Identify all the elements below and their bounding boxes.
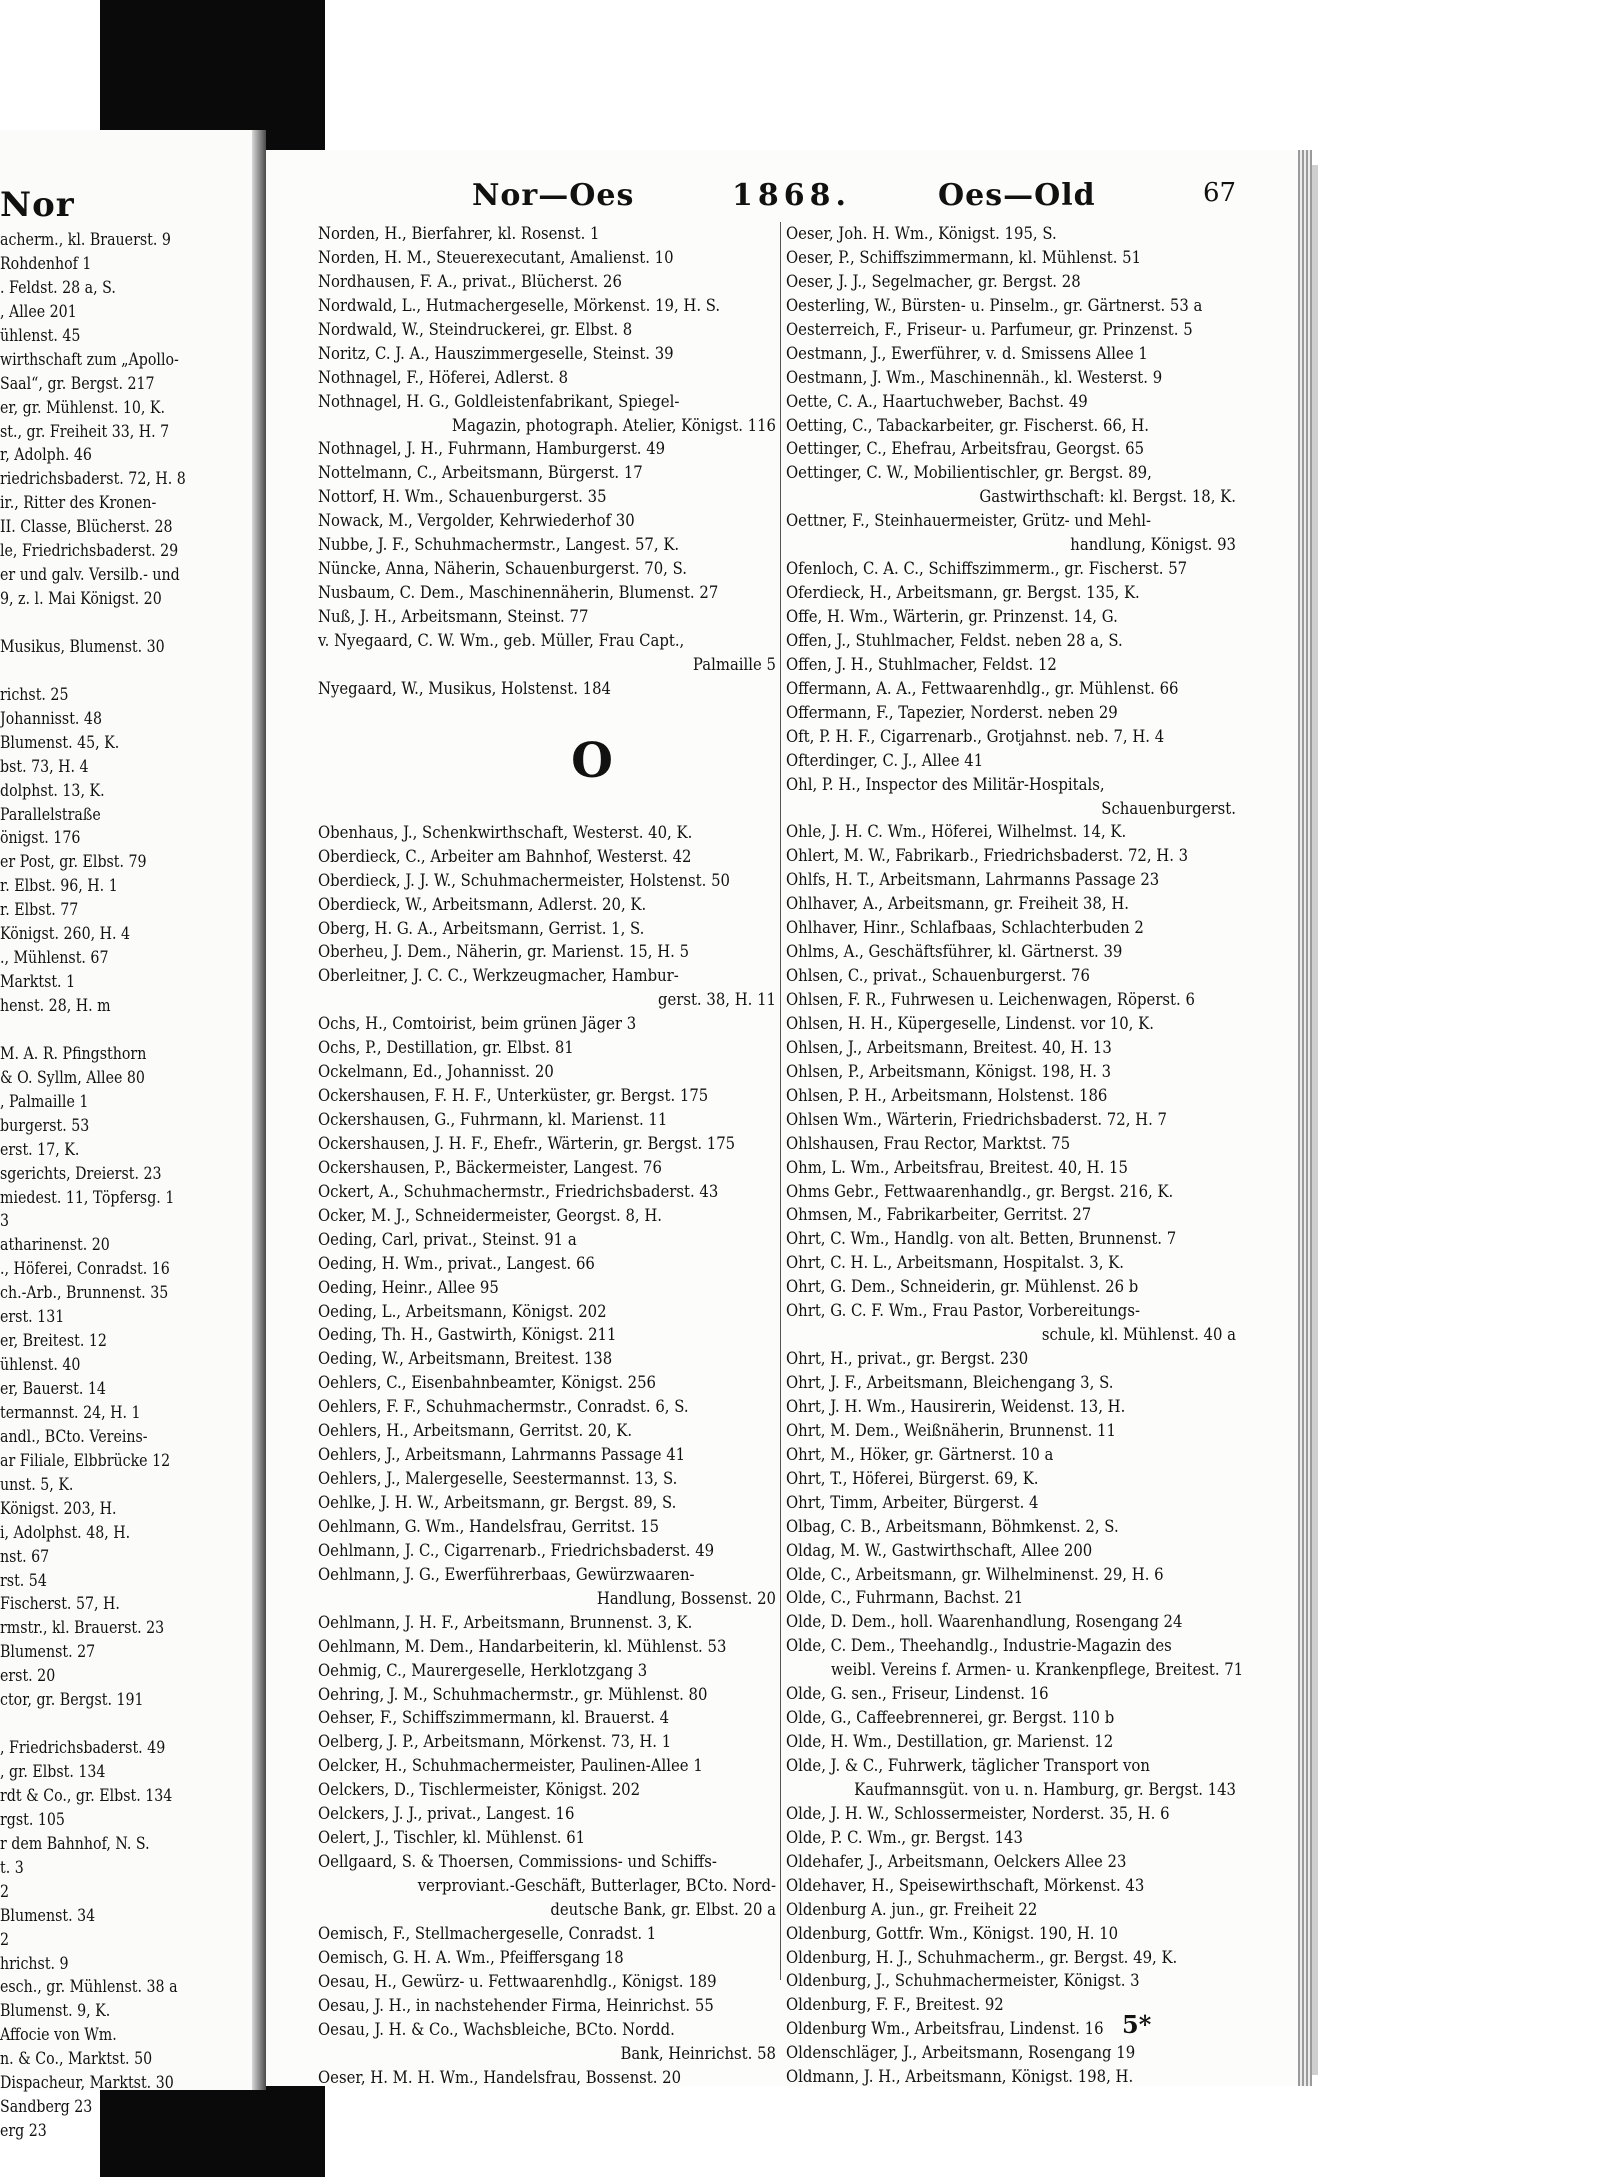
directory-entry: ctor, gr. Bergst. 191	[0, 1690, 144, 1710]
directory-entry: le, Friedrichsbaderst. 29	[0, 541, 179, 561]
directory-entry: sgerichts, Dreierst. 23	[0, 1163, 162, 1183]
directory-entry: verproviant.-Geschäft, Butterlager, BCto. Nord-	[417, 1876, 776, 1895]
directory-entry: Palmaille 5	[692, 654, 776, 674]
directory-entry: Königst. 203, H.	[0, 1498, 117, 1518]
directory-entry: r, Adolph. 46	[0, 445, 92, 465]
directory-entry: Oestmann, J., Ewerführer, v. d. Smissens Allee 1	[786, 343, 1148, 363]
directory-entry: Oehlmann, J. G., Ewerführerbaas, Gewürzwaaren-	[318, 1564, 695, 1584]
directory-entry: Oemisch, G. H. A. Wm., Pfeiffersgang 18	[318, 1947, 624, 1967]
directory-entry: Olde, G., Caffeebrennerei, gr. Bergst. 110 b	[786, 1708, 1115, 1728]
directory-entry: atharinenst. 20	[0, 1235, 110, 1255]
entries-n	[318, 222, 776, 701]
directory-entry: , gr. Elbst. 134	[0, 1762, 106, 1781]
directory-entry: Oelert, J., Tischler, kl. Mühlenst. 61	[318, 1828, 586, 1848]
directory-entry: Oehlke, J. H. W., Arbeitsmann, gr. Bergst. 89, S.	[318, 1493, 677, 1512]
entries-o	[318, 821, 776, 2090]
directory-entry: Olde, D. Dem., holl. Waarenhandlung, Rosengang 24	[786, 1612, 1183, 1632]
directory-entry: Ofenloch, C. A. C., Schiffszimmerm., gr. Fischerst. 57	[786, 559, 1188, 579]
directory-entry	[0, 659, 225, 683]
directory-entry: Bank, Heinrichst. 58	[620, 2043, 776, 2063]
directory-entry: gerst. 38, H. 11	[657, 990, 776, 1010]
directory-entry: Nothnagel, H. G., Goldleistenfabrikant, Spiegel-	[318, 391, 680, 411]
directory-entry: Ohlert, M. W., Fabrikarb., Friedrichsbaderst. 72, H. 3	[786, 846, 1189, 866]
directory-entry: Oelckers, D., Tischlermeister, Königst. 202	[318, 1780, 641, 1800]
directory-entry: bst. 73, H. 4	[0, 756, 89, 776]
directory-entry: Musikus, Blumenst. 30	[0, 636, 165, 656]
directory-entry: Ohrt, G. C. F. Wm., Frau Pastor, Vorbereitungs-	[786, 1301, 1140, 1321]
directory-entry: Oldag, M. W., Gastwirthschaft, Allee 200	[786, 1540, 1093, 1560]
directory-entry: Ohlshausen, Frau Rector, Marktst. 75	[786, 1133, 1071, 1153]
directory-entry: rdt & Co., gr. Elbst. 134	[0, 1785, 173, 1805]
directory-entry: Magazin, photograph. Atelier, Königst. 116	[451, 415, 776, 435]
directory-entry: wirthschaft zum „Apollo-	[0, 349, 179, 369]
directory-entry: rmstr., kl. Brauerst. 23	[0, 1618, 165, 1638]
directory-entry: Oldenburg, J., Schuhmachermeister, Königst. 3	[786, 1971, 1140, 1991]
directory-entry: r dem Bahnhof, N. S.	[0, 1833, 150, 1853]
directory-entry: Ohms Gebr., Fettwaarenhandlg., gr. Bergst. 216, K.	[786, 1181, 1174, 1201]
directory-entry: Oettner, F., Steinhauermeister, Grütz- und Mehl-	[786, 511, 1152, 531]
directory-entry: Olde, P. C. Wm., gr. Bergst. 143	[786, 1827, 1023, 1847]
directory-entry: er, gr. Mühlenst. 10, K.	[0, 397, 166, 417]
directory-entry: M. A. R. Pfingsthorn	[0, 1043, 147, 1063]
directory-entry: Ohlsen, F. R., Fuhrwesen u. Leichenwagen, Röperst. 6	[786, 990, 1195, 1009]
directory-entry: Ockershausen, J. H. F., Ehefr., Wärterin, gr. Bergst. 175	[318, 1133, 736, 1153]
directory-entry: weibl. Vereins f. Armen- u. Krankenpflege, Breitest. 71	[831, 1660, 1244, 1680]
directory-entry: andl., BCto. Vereins-	[0, 1426, 148, 1446]
directory-entry: Nottelmann, C., Arbeitsmann, Bürgerst. 17	[318, 463, 643, 483]
directory-entry: , Allee 201	[0, 301, 77, 321]
directory-entry: Olde, J. & C., Fuhrwerk, täglicher Transport von	[786, 1756, 1150, 1775]
directory-entry: Oeding, L., Arbeitsmann, Königst. 202	[318, 1301, 607, 1321]
directory-entry: Oelckers, J. J., privat., Langest. 16	[318, 1804, 575, 1824]
directory-entry: esch., gr. Mühlenst. 38 a	[0, 1977, 178, 1997]
directory-entry: Ohrt, J. H. Wm., Hausirerin, Weidenst. 13, H.	[786, 1396, 1126, 1416]
directory-entry: Ohlsen, P. H., Arbeitsmann, Holstenst. 186	[786, 1085, 1108, 1105]
directory-entry: Nordhausen, F. A., privat., Blücherst. 26	[318, 271, 622, 291]
directory-entry: Ohlsen, H. H., Küpergeselle, Lindenst. vor 10, K.	[786, 1013, 1154, 1033]
directory-entry: 2	[0, 1881, 10, 1901]
directory-entry: Offermann, F., Tapezier, Norderst. neben 29	[786, 702, 1118, 722]
directory-entry: Oberdieck, J. J. W., Schuhmachermeister, Holstenst. 50	[318, 870, 730, 890]
directory-entry: Oelcker, H., Schuhmachermeister, Paulinen-Allee 1	[318, 1756, 703, 1776]
directory-entry: er Post, gr. Elbst. 79	[0, 852, 147, 872]
directory-entry: Rohdenhof 1	[0, 253, 92, 273]
directory-entry: t. 3	[0, 1857, 24, 1877]
left-page-text	[0, 228, 262, 2143]
directory-entry: Oberg, H. G. A., Arbeitsmann, Gerrist. 1, S.	[318, 918, 645, 938]
directory-entry: II. Classe, Blücherst. 28	[0, 517, 173, 537]
directory-entry: erst. 17, K.	[0, 1139, 80, 1159]
directory-entry: hrichst. 9	[0, 1953, 69, 1973]
directory-entry: erg 23	[0, 2121, 47, 2141]
directory-entry: Nüncke, Anna, Näherin, Schauenburgerst. 70, S.	[318, 559, 687, 579]
directory-entry: Ockershausen, G., Fuhrmann, kl. Marienst. 11	[318, 1110, 668, 1129]
left-page-fragment	[0, 130, 262, 2141]
directory-entry: Offe, H. Wm., Wärterin, gr. Prinzenst. 14, G.	[786, 607, 1118, 626]
directory-entry: Königst. 260, H. 4	[0, 924, 131, 944]
directory-entry: Oehlers, C., Eisenbahnbeamter, Königst. 256	[318, 1373, 656, 1393]
directory-entry: henst. 28, H. m	[0, 996, 111, 1015]
directory-entry: Oelberg, J. P., Arbeitsmann, Mörkenst. 73, H. 1	[318, 1732, 672, 1752]
directory-entry: Ofterdinger, C. J., Allee 41	[786, 750, 984, 770]
signature-mark: 5*	[1122, 2010, 1152, 2039]
directory-entry: ir., Ritter des Kronen-	[0, 493, 157, 513]
directory-entry: Oldenburg, Gottfr. Wm., Königst. 190, H. 10	[786, 1923, 1119, 1943]
directory-entry: v. Nyegaard, C. W. Wm., geb. Müller, Frau Capt.,	[318, 630, 685, 650]
directory-entry: Oettinger, C., Ehefrau, Arbeitsfrau, Georgst. 65	[786, 439, 1145, 459]
directory-entry: Oldenschläger, J., Arbeitsmann, Rosengang 19	[786, 2043, 1136, 2063]
directory-column-left	[318, 222, 776, 2089]
directory-entry: Olde, J. H. W., Schlossermeister, Norderst. 35, H. 6	[786, 1803, 1170, 1823]
directory-entry: Ohrt, C. H. L., Arbeitsmann, Hospitalst. 3, K.	[786, 1253, 1124, 1273]
directory-entry: st., gr. Freiheit 33, H. 7	[0, 421, 170, 441]
directory-entry: Oldenburg, H. J., Schuhmacherm., gr. Bergst. 49, K.	[786, 1947, 1178, 1967]
directory-entry: Oesterreich, F., Friseur- u. Parfumeur, gr. Prinzenst. 5	[786, 319, 1193, 339]
directory-entry: Oemisch, F., Stellmachergeselle, Conradst. 1	[318, 1923, 657, 1943]
directory-entry: Oldenburg A. jun., gr. Freiheit 22	[786, 1899, 1038, 1919]
page-edges	[1298, 150, 1312, 2086]
directory-entry: Ohrt, M., Höker, gr. Gärtnerst. 10 a	[786, 1444, 1054, 1464]
directory-entry: miedest. 11, Töpfersg. 1	[0, 1187, 175, 1207]
directory-entry: Ohrt, Timm, Arbeiter, Bürgerst. 4	[786, 1492, 1039, 1512]
directory-entry: i, Adolphst. 48, H.	[0, 1522, 131, 1542]
directory-entry: Ochs, P., Destillation, gr. Elbst. 81	[318, 1038, 574, 1058]
directory-entry: Oehlers, J., Malergeselle, Seestermannst. 13, S.	[318, 1469, 678, 1489]
directory-entry: Oeding, Heinr., Allee 95	[318, 1277, 499, 1297]
directory-entry: ch.-Arb., Brunnenst. 35	[0, 1283, 169, 1303]
directory-entry: Oeding, W., Arbeitsmann, Breitest. 138	[318, 1349, 613, 1369]
directory-entry: Ohlsen, C., privat., Schauenburgerst. 76	[786, 966, 1090, 986]
directory-entry: Ockert, A., Schuhmachermstr., Friedrichsbaderst. 43	[318, 1181, 719, 1201]
directory-entry: önigst. 176	[0, 828, 81, 848]
directory-entry: Nuß, J. H., Arbeitsmann, Steinst. 77	[318, 607, 589, 626]
section-letter: O	[571, 732, 613, 789]
directory-entry: Ohmsen, M., Fabrikarbeiter, Gerritst. 27	[786, 1205, 1092, 1225]
directory-entry: Oehlmann, J. H. F., Arbeitsmann, Brunnenst. 3, K.	[318, 1612, 693, 1632]
directory-entry: Ohlsen Wm., Wärterin, Friedrichsbaderst. 72, H. 7	[786, 1109, 1167, 1129]
directory-entry: Saal“, gr. Bergst. 217	[0, 373, 155, 393]
directory-entry: Blumenst. 34	[0, 1905, 96, 1925]
directory-column-right	[786, 222, 1244, 2089]
directory-entry: deutsche Bank, gr. Elbst. 20 a	[550, 1899, 776, 1919]
directory-entry: Oehmig, C., Maurergeselle, Herklotzgang 3	[318, 1660, 648, 1680]
directory-entry: Norden, H. M., Steuerexecutant, Amalienst. 10	[318, 247, 674, 267]
directory-entry: Ockershausen, F. H. F., Unterküster, gr. Bergst. 175	[318, 1086, 709, 1106]
directory-entry: Blumenst. 45, K.	[0, 732, 120, 752]
directory-entry: Ohlhaver, A., Arbeitsmann, gr. Freiheit 38, H.	[786, 894, 1129, 914]
directory-entry: Ohlms, A., Geschäftsführer, kl. Gärtnerst. 39	[786, 942, 1123, 962]
directory-entry: Ohle, J. H. C. Wm., Höferei, Wilhelmst. 14, K.	[786, 822, 1127, 842]
directory-entry: Oehring, J. M., Schuhmachermstr., gr. Mühlenst. 80	[318, 1684, 708, 1704]
directory-entry: Marktst. 1	[0, 972, 76, 992]
directory-entry: Nordwald, L., Hutmachergeselle, Mörkenst. 19, H. S.	[318, 295, 721, 315]
directory-entry: Oldmann, J. H., Arbeitsmann, Königst. 198, H.	[786, 2067, 1134, 2087]
directory-entry: Schauenburgerst.	[1101, 798, 1236, 818]
directory-entry: Offermann, A. A., Fettwaarenhdlg., gr. Mühlenst. 66	[786, 678, 1179, 698]
directory-entry: er, Bauerst. 14	[0, 1379, 106, 1398]
directory-entry: , Palmaille 1	[0, 1091, 89, 1111]
directory-entry: ühlenst. 40	[0, 1355, 81, 1375]
directory-entry: er, Breitest. 12	[0, 1331, 107, 1351]
directory-entry: Ocker, M. J., Schneidermeister, Georgst. 8, H.	[318, 1205, 663, 1225]
directory-entry: Oeser, J. J., Segelmacher, gr. Bergst. 28	[786, 271, 1081, 291]
left-page-header: Nor	[0, 185, 75, 225]
directory-entry: Oldenburg Wm., Arbeitsfrau, Lindenst. 16	[786, 2019, 1104, 2039]
directory-entry: Nubbe, J. F., Schuhmachermstr., Langest. 57, K.	[318, 535, 680, 555]
directory-entry: Fischerst. 57, H.	[0, 1594, 120, 1614]
directory-entry: Oellgaard, S. & Thoersen, Commissions- und Schiffs-	[318, 1852, 717, 1872]
directory-entry: Nothnagel, F., Höferei, Adlerst. 8	[318, 367, 569, 387]
directory-entry: Olde, C. Dem., Theehandlg., Industrie-Magazin des	[786, 1636, 1172, 1656]
column-divider	[780, 222, 781, 1980]
header-year: 1868.	[732, 178, 851, 213]
directory-entry: Oldenburg, F. F., Breitest. 92	[786, 1995, 1004, 2015]
header-range-left: Nor—Oes	[472, 178, 635, 213]
directory-entry: Ohlsen, J., Arbeitsmann, Breitest. 40, H. 13	[786, 1037, 1112, 1057]
directory-entry: Olde, G. sen., Friseur, Lindenst. 16	[786, 1684, 1049, 1704]
directory-entry: Oeser, H. M. H. Wm., Handelsfrau, Bossenst. 20	[318, 2067, 682, 2087]
directory-entry: riedrichsbaderst. 72, H. 8	[0, 469, 186, 489]
directory-entry: Olde, C., Fuhrmann, Bachst. 21	[786, 1588, 1024, 1608]
directory-entry: Ohrt, G. Dem., Schneiderin, gr. Mühlenst. 26 b	[786, 1277, 1139, 1297]
directory-entry: Ockershausen, P., Bäckermeister, Langest. 76	[318, 1157, 662, 1177]
directory-entry: Nyegaard, W., Musikus, Holstenst. 184	[318, 678, 611, 698]
directory-entry: Parallelstraße	[0, 804, 101, 824]
directory-entry: Oft, P. H. F., Cigarrenarb., Grotjahnst. neb. 7, H. 4	[786, 726, 1165, 746]
directory-entry: 3	[0, 1211, 10, 1231]
directory-entry: ., Mühlenst. 67	[0, 948, 109, 968]
directory-entry: 9, z. l. Mai Königst. 20	[0, 589, 162, 609]
directory-entry: ar Filiale, Elbbrücke 12	[0, 1450, 171, 1470]
directory-entry: er und galv. Versilb.- und	[0, 565, 180, 585]
directory-entry: Obenhaus, J., Schenkwirthschaft, Westerst. 40, K.	[318, 822, 693, 842]
directory-entry: Oesterling, W., Bürsten- u. Pinselm., gr. Gärtnerst. 53 a	[786, 295, 1203, 315]
directory-entry: Oberheu, J. Dem., Näherin, gr. Marienst. 15, H. 5	[318, 942, 690, 962]
directory-entry: Dispacheur, Marktst. 30	[0, 2073, 174, 2093]
directory-entry: Olde, C., Arbeitsmann, gr. Wilhelminenst. 29, H. 6	[786, 1564, 1164, 1584]
directory-entry: Ohrt, T., Höferei, Bürgerst. 69, K.	[786, 1468, 1039, 1488]
directory-entry: Ohlsen, P., Arbeitsmann, Königst. 198, H. 3	[786, 1061, 1112, 1081]
directory-entry: Oette, C. A., Haartuchweber, Bachst. 49	[786, 391, 1088, 411]
directory-entry: Ohrt, M. Dem., Weißnäherin, Brunnenst. 11	[786, 1420, 1116, 1440]
directory-entry: Ohrt, C. Wm., Handlg. von alt. Betten, Brunnenst. 7	[786, 1229, 1177, 1249]
directory-entry: handlung, Königst. 93	[1070, 535, 1236, 555]
directory-entry: rst. 54	[0, 1570, 47, 1590]
directory-entry: Oehlers, H., Arbeitsmann, Gerritst. 20, K.	[318, 1421, 633, 1441]
directory-entry: 2	[0, 1929, 10, 1949]
directory-entry: Oeser, Joh. H. Wm., Königst. 195, S.	[786, 224, 1057, 243]
directory-entry: n. & Co., Marktst. 50	[0, 2049, 153, 2069]
directory-entry: dolphst. 13, K.	[0, 780, 105, 800]
directory-entry: Offen, J., Stuhlmacher, Feldst. neben 28 a, S.	[786, 630, 1123, 650]
directory-entry	[0, 611, 225, 635]
directory-entry: Oldehafer, J., Arbeitsmann, Oelckers Allee 23	[786, 1851, 1127, 1871]
directory-entry: Oehlmann, J. C., Cigarrenarb., Friedrichsbaderst. 49	[318, 1540, 715, 1560]
directory-entry: Blumenst. 9, K.	[0, 2001, 111, 2021]
directory-entry: ., Höferei, Conradst. 16	[0, 1259, 170, 1279]
directory-entry: acherm., kl. Brauerst. 9	[0, 230, 171, 249]
directory-entry: Johannisst. 48	[0, 708, 102, 728]
directory-entry: erst. 20	[0, 1666, 56, 1686]
directory-entry: Ohlfs, H. T., Arbeitsmann, Lahrmanns Passage 23	[786, 870, 1160, 890]
directory-entry: Nothnagel, J. H., Fuhrmann, Hamburgerst. 49	[318, 439, 666, 459]
directory-entry: Oeding, H. Wm., privat., Langest. 66	[318, 1253, 595, 1273]
directory-entry: Oehlers, J., Arbeitsmann, Lahrmanns Passage 41	[318, 1445, 686, 1465]
running-head	[0, 178, 1600, 224]
directory-entry: Oferdieck, H., Arbeitsmann, gr. Bergst. 135, K.	[786, 583, 1140, 603]
directory-entry: Gastwirthschaft: kl. Bergst. 18, K.	[979, 487, 1236, 507]
directory-entry: Oberdieck, W., Arbeitsmann, Adlerst. 20, K.	[318, 894, 647, 914]
directory-entry: Offen, J. H., Stuhlmacher, Feldst. 12	[786, 654, 1057, 674]
directory-entry: Ohrt, J. F., Arbeitsmann, Bleichengang 3, S.	[786, 1373, 1114, 1392]
directory-entry: . Feldst. 28 a, S.	[0, 277, 116, 297]
directory-entry: , Friedrichsbaderst. 49	[0, 1738, 166, 1758]
directory-entry: Oehser, F., Schiffszimmermann, kl. Brauerst. 4	[318, 1708, 670, 1728]
directory-entry: Oesau, H., Gewürz- u. Fettwaarenhdlg., Königst. 189	[318, 1971, 717, 1991]
book-gutter	[252, 130, 266, 2090]
directory-entry: Oehlers, F. F., Schuhmachermstr., Conradst. 6, S.	[318, 1397, 689, 1417]
directory-entry: Ohm, L. Wm., Arbeitsfrau, Breitest. 40, H. 15	[786, 1157, 1128, 1177]
directory-entry: Noritz, C. J. A., Hauszimmergeselle, Steinst. 39	[318, 343, 674, 363]
directory-entry: Oesau, J. H., in nachstehender Firma, Heinrichst. 55	[318, 1995, 714, 2015]
directory-entry: Affocie von Wm.	[0, 2025, 117, 2045]
directory-entry	[0, 1018, 225, 1042]
directory-entry: & O. Syllm, Allee 80	[0, 1067, 145, 1087]
directory-entry: termannst. 24, H. 1	[0, 1402, 141, 1422]
directory-entry: Nottorf, H. Wm., Schauenburgerst. 35	[318, 487, 607, 507]
directory-entry: Oberleitner, J. C. C., Werkzeugmacher, Hambur-	[318, 966, 679, 986]
directory-entry: Oberdieck, C., Arbeiter am Bahnhof, Westerst. 42	[318, 846, 692, 866]
directory-entry: Oehlmann, M. Dem., Handarbeiterin, kl. Mühlenst. 53	[318, 1636, 727, 1656]
page-edges-outer	[1312, 165, 1318, 2075]
directory-entry: Ohrt, H., privat., gr. Bergst. 230	[786, 1349, 1029, 1369]
directory-entry: r. Elbst. 77	[0, 900, 79, 920]
header-range-right: Oes—Old	[938, 178, 1096, 213]
directory-entry: unst. 5, K.	[0, 1474, 74, 1494]
directory-entry: Nusbaum, C. Dem., Maschinennäherin, Blumenst. 27	[318, 583, 719, 603]
directory-entry	[0, 1712, 225, 1736]
directory-entry: Kaufmannsgüt. von u. n. Hamburg, gr. Bergst. 143	[854, 1779, 1236, 1799]
directory-entry: Ochs, H., Comtoirist, beim grünen Jäger 3	[318, 1014, 637, 1034]
directory-entry: Ohl, P. H., Inspector des Militär-Hospitals,	[786, 774, 1105, 794]
directory-entry: Oestmann, J. Wm., Maschinennäh., kl. Westerst. 9	[786, 367, 1163, 387]
directory-entry: Norden, H., Bierfahrer, kl. Rosenst. 1	[318, 224, 600, 243]
directory-entry: ühlenst. 45	[0, 325, 81, 345]
directory-entry: Olbag, C. B., Arbeitsmann, Böhmkenst. 2, S.	[786, 1516, 1119, 1536]
directory-entry: Nowack, M., Vergolder, Kehrwiederhof 30	[318, 511, 635, 531]
directory-entry: Oettinger, C. W., Mobilientischler, gr. Bergst. 89,	[786, 463, 1152, 483]
directory-entry: Nordwald, W., Steindruckerei, gr. Elbst. 8	[318, 319, 633, 339]
directory-entry: Ockelmann, Ed., Johannisst. 20	[318, 1062, 554, 1082]
directory-entry: r. Elbst. 96, H. 1	[0, 876, 118, 896]
directory-entry: Oetting, C., Tabackarbeiter, gr. Fischerst. 66, H.	[786, 415, 1149, 435]
directory-entry: Oehlmann, G. Wm., Handelsfrau, Gerritst. 15	[318, 1516, 660, 1536]
directory-entry: Oeding, Carl, privat., Steinst. 91 a	[318, 1229, 577, 1249]
directory-entry: Blumenst. 27	[0, 1642, 96, 1662]
directory-entry: erst. 131	[0, 1307, 65, 1327]
directory-entry: Handlung, Bossenst. 20	[596, 1588, 776, 1608]
directory-entry: richst. 25	[0, 684, 69, 704]
directory-entry: Olde, H. Wm., Destillation, gr. Marienst. 12	[786, 1732, 1114, 1752]
directory-entry: Oeding, Th. H., Gastwirth, Königst. 211	[318, 1325, 617, 1345]
directory-entry: rgst. 105	[0, 1809, 65, 1829]
directory-entry: burgerst. 53	[0, 1115, 90, 1135]
directory-entry: nst. 67	[0, 1546, 50, 1566]
directory-entry: Ohlhaver, Hinr., Schlafbaas, Schlachterbuden 2	[786, 918, 1144, 938]
directory-entry: Oesau, J. H. & Co., Wachsbleiche, BCto. Nordd.	[318, 2019, 675, 2039]
directory-entry: schule, kl. Mühlenst. 40 a	[1041, 1325, 1236, 1345]
directory-entry: Oeser, P., Schiffszimmermann, kl. Mühlenst. 51	[786, 247, 1142, 267]
directory-entry: Oldehaver, H., Speisewirthschaft, Mörkenst. 43	[786, 1875, 1145, 1895]
directory-entry: Sandberg 23	[0, 2097, 93, 2117]
page-number: 67	[1203, 178, 1237, 208]
